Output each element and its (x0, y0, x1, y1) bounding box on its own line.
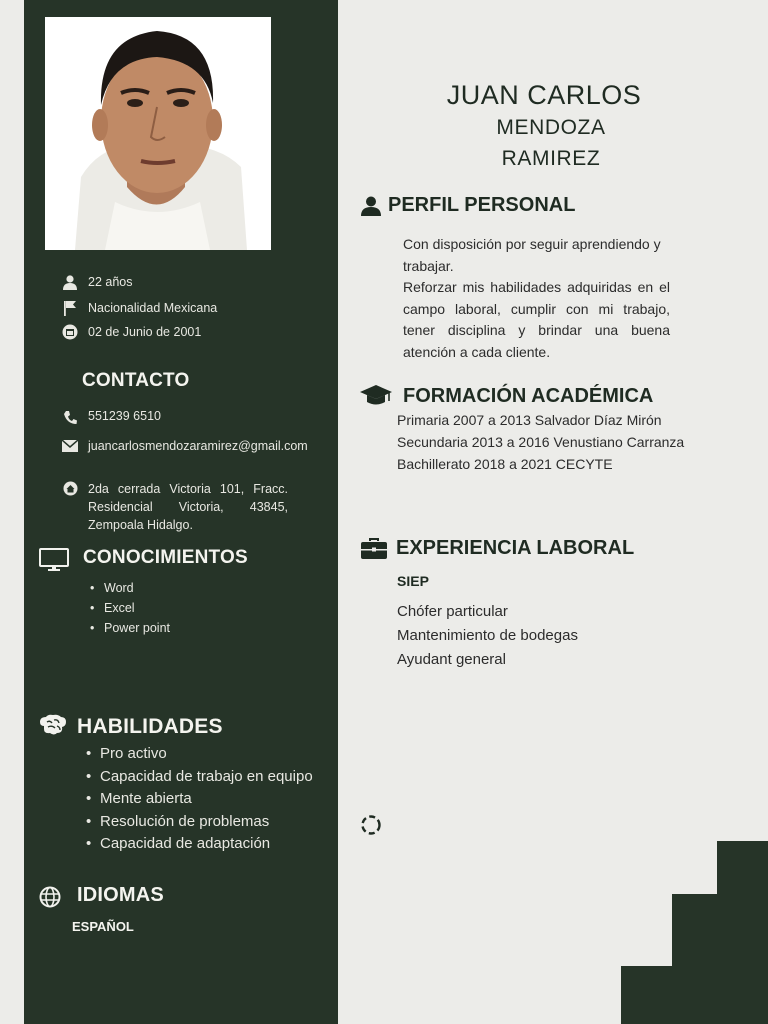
address-text: 2da cerrada Victoria 101, Fracc. Residencial Victoria, 43845, Zempoala Hidalgo. (88, 482, 288, 532)
email-text[interactable]: juancarlosmendozaramirez@gmail.com (88, 439, 308, 453)
calendar-icon (60, 324, 80, 340)
nationality-text: Nacionalidad Mexicana (88, 301, 218, 315)
birthdate-text: 02 de Junio de 2001 (88, 325, 202, 339)
profile-photo (45, 17, 271, 250)
list-item: • Capacidad de adaptación (86, 833, 313, 856)
briefcase-icon (360, 538, 388, 560)
stair-decoration (621, 966, 768, 1024)
profile-heading: PERFIL PERSONAL (388, 194, 576, 216)
name-last: RAMIREZ (501, 147, 601, 170)
skills-list (86, 743, 313, 856)
list-item: Ayudant general (397, 651, 506, 668)
phone-icon (60, 409, 80, 425)
email-row (60, 439, 308, 455)
phone-row (60, 409, 161, 425)
education-heading: FORMACIÓN ACADÉMICA (403, 384, 654, 407)
name-middle: MENDOZA (496, 116, 606, 139)
loading-icon (360, 814, 382, 841)
name-first: JUAN CARLOS (446, 80, 642, 110)
list-item: Primaria 2007 a 2013 Salvador Díaz Mirón (397, 412, 662, 428)
list-item: • Pro activo (86, 743, 313, 766)
list-item: • Resolución de problemas (86, 811, 313, 834)
experience-heading-row (360, 537, 634, 560)
language-item: ESPAÑOL (72, 919, 134, 934)
education-heading-row (359, 384, 653, 408)
list-item: Mantenimiento de bodegas (397, 627, 578, 644)
list-item: • Mente abierta (86, 788, 313, 811)
languages-heading: IDIOMAS (77, 884, 164, 906)
profile-heading-row (361, 194, 575, 217)
experience-heading: EXPERIENCIA LABORAL (396, 537, 635, 559)
graduation-cap-icon (359, 384, 393, 408)
list-item: • Excel (90, 598, 170, 618)
list-item: • Capacidad de trabajo en equipo (86, 766, 313, 789)
user-icon (361, 196, 381, 216)
profile-text (403, 234, 670, 363)
education-list (397, 409, 684, 475)
home-icon (60, 480, 80, 496)
user-icon (60, 274, 80, 290)
birthdate-row (60, 324, 201, 340)
knowledge-heading: CONOCIMIENTOS (83, 547, 248, 568)
flag-icon (60, 300, 80, 316)
age-row (60, 274, 132, 290)
profile-text-2: Reforzar mis habilidades adquiridas en el campo laboral, cumplir con mi trabajo, tener disciplina y brindar una buena atención a cada cliente. (403, 279, 670, 360)
list-item: • Word (90, 578, 170, 598)
phone-text[interactable]: 551239 6510 (88, 409, 161, 423)
company-name: SIEP (397, 573, 429, 589)
address-row (60, 480, 288, 534)
list-item: Bachillerato 2018 a 2021 CECYTE (397, 456, 613, 472)
skills-heading: HABILIDADES (77, 715, 223, 738)
globe-icon (39, 886, 61, 913)
contact-heading: CONTACTO (82, 370, 190, 391)
job-list (397, 600, 578, 672)
list-item: • Power point (90, 618, 170, 638)
envelope-icon (60, 439, 80, 455)
nationality-row (60, 300, 217, 316)
list-item: Chófer particular (397, 603, 508, 620)
age-text: 22 años (88, 275, 133, 289)
knowledge-list (90, 578, 170, 638)
brain-icon (38, 714, 68, 743)
list-item: Secundaria 2013 a 2016 Venustiano Carranza (397, 434, 685, 450)
monitor-icon (39, 548, 69, 577)
profile-text-1: Con disposición por seguir aprendiendo y trabajar. (403, 236, 661, 274)
